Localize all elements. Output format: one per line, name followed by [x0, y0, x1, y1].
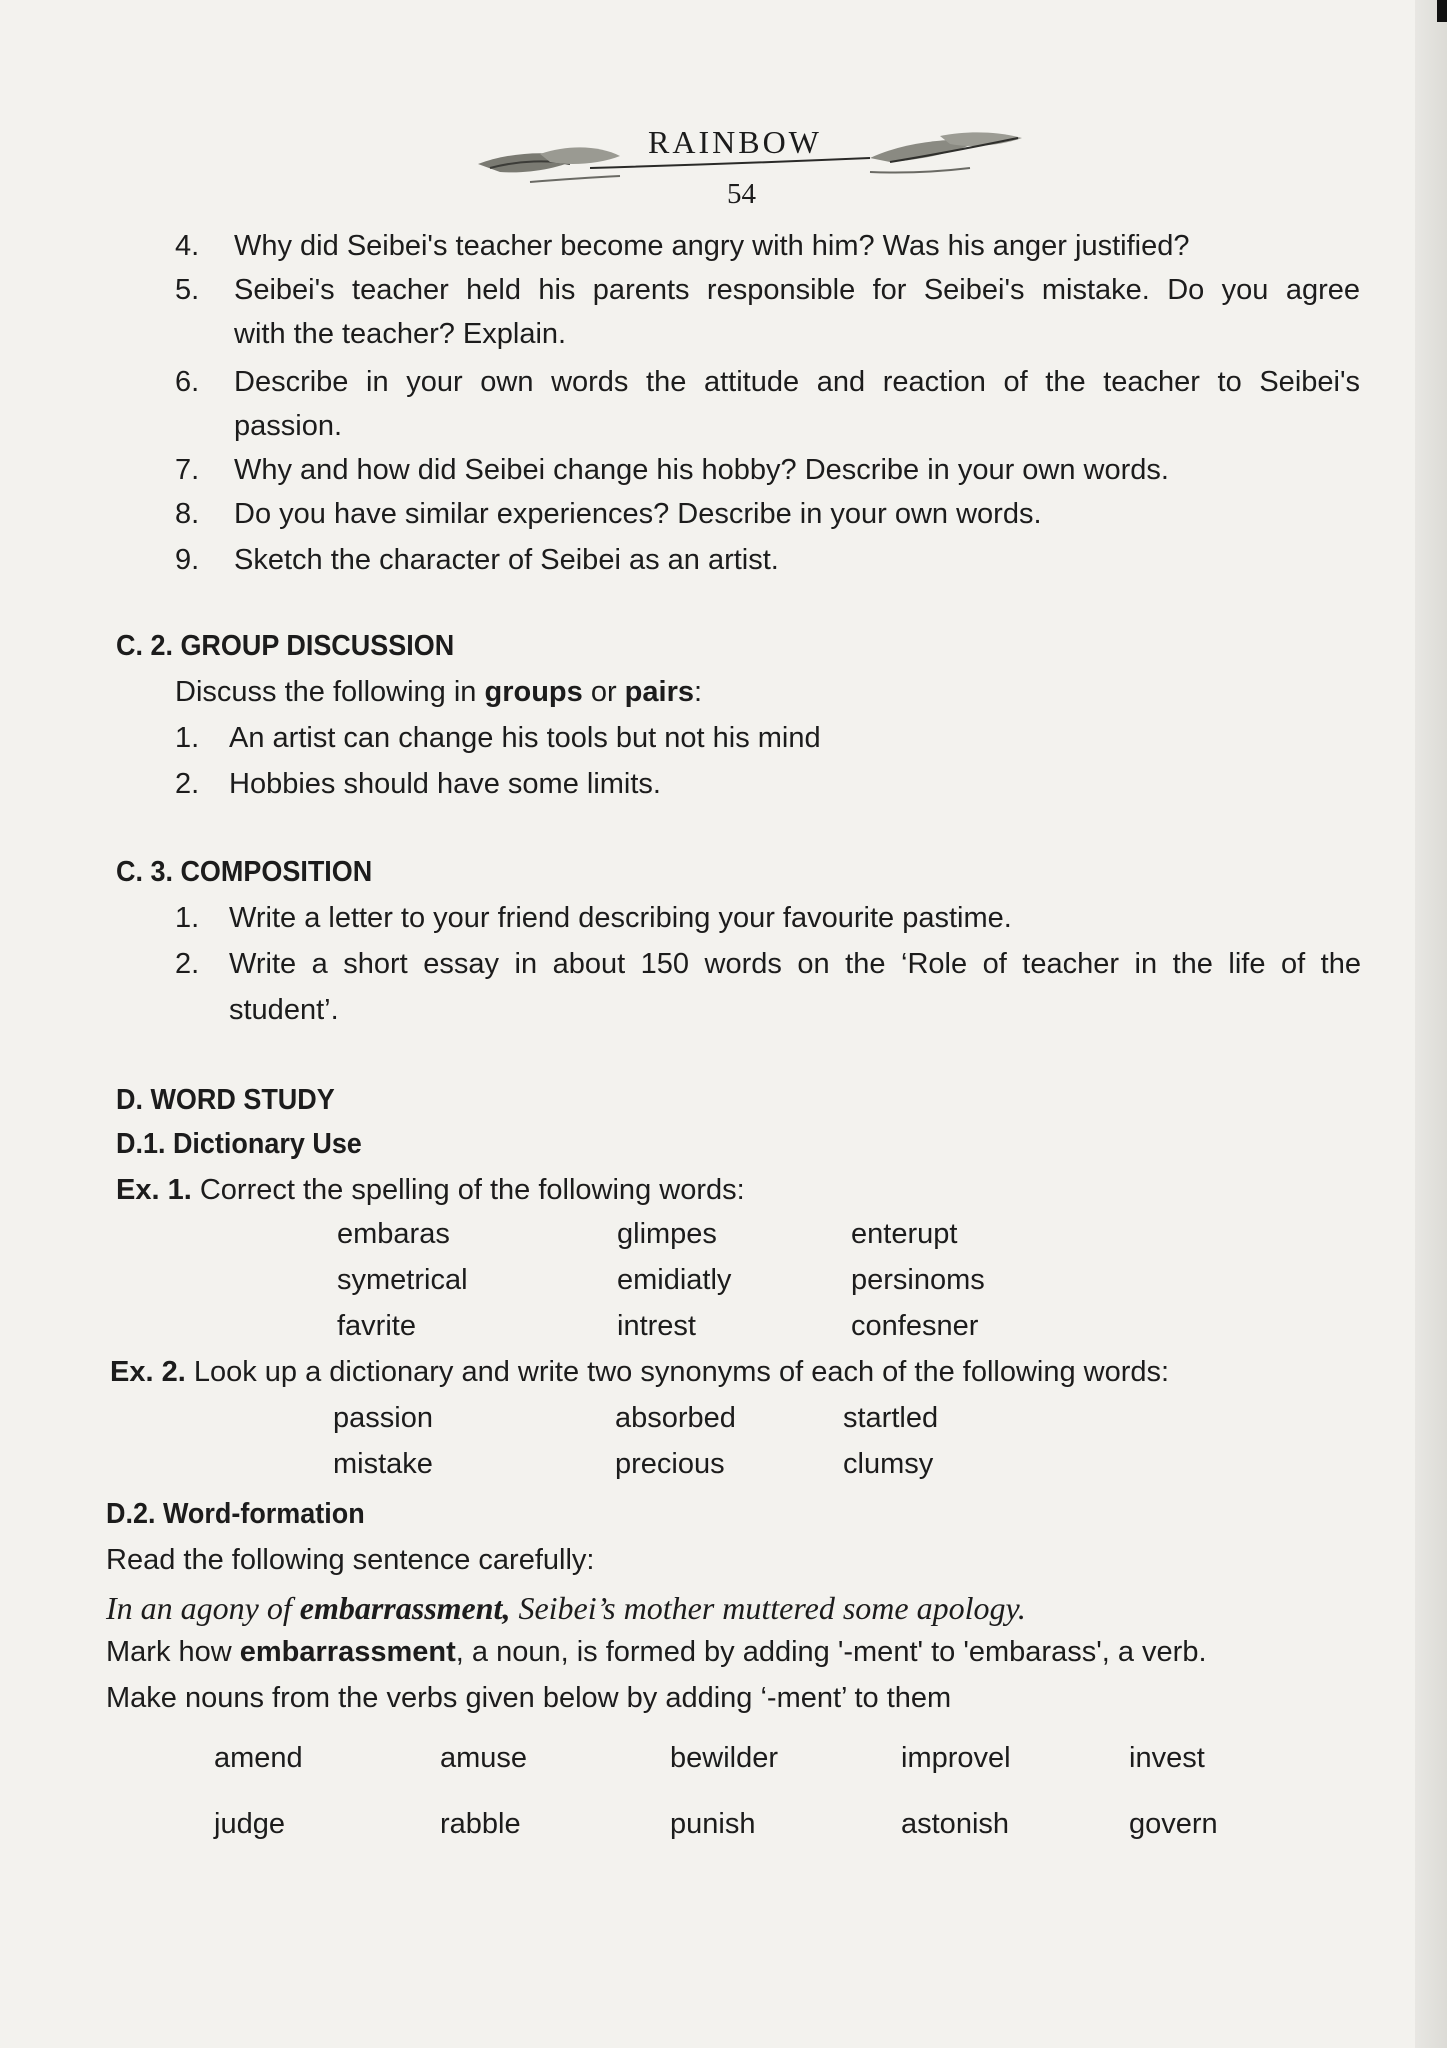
discussion-number: 2. — [175, 768, 200, 800]
page-header — [0, 124, 1447, 214]
verb-word: govern — [1129, 1808, 1218, 1840]
misspelled-word: intrest — [617, 1310, 696, 1342]
composition-task: Write a short essay in about 150 words on the ‘Role of teacher in the life of the — [229, 948, 1361, 980]
subheading-dictionary-use: D.1. Dictionary Use — [116, 1128, 362, 1160]
mark-explanation: Mark how embarrassment, a noun, is formed by adding '-ment' to 'embarass', a verb. — [106, 1636, 1207, 1668]
question-text: with the teacher? Explain. — [234, 318, 567, 350]
synonym-word: passion — [333, 1402, 433, 1434]
question-number: 8. — [175, 498, 200, 530]
synonym-word: absorbed — [615, 1402, 736, 1434]
misspelled-word: persinoms — [851, 1264, 985, 1296]
make-nouns-instruction: Make nouns from the verbs given below by adding ‘-ment’ to them — [106, 1682, 952, 1714]
question-number: 5. — [175, 274, 200, 306]
synonym-word: precious — [615, 1448, 725, 1480]
corner-mark — [1437, 0, 1447, 22]
verb-word: amend — [214, 1742, 303, 1774]
question-text: Why did Seibei's teacher become angry with him? Was his anger justified? — [234, 230, 1190, 262]
question-number: 9. — [175, 544, 200, 576]
page-edge-shadow — [1415, 0, 1447, 2048]
exercise-2-instruction: Ex. 2. Look up a dictionary and write two synonyms of each of the following words: — [110, 1356, 1170, 1388]
question-text: Describe in your own words the attitude and reaction of the teacher to Seibei's — [234, 366, 1360, 398]
verb-word: bewilder — [670, 1742, 778, 1774]
misspelled-word: confesner — [851, 1310, 979, 1342]
verb-word: invest — [1129, 1742, 1205, 1774]
read-instruction: Read the following sentence carefully: — [106, 1544, 595, 1576]
misspelled-word: embaras — [337, 1218, 450, 1250]
misspelled-word: enterupt — [851, 1218, 958, 1250]
question-number: 4. — [175, 230, 200, 262]
verb-word: improvel — [901, 1742, 1011, 1774]
misspelled-word: symetrical — [337, 1264, 468, 1296]
verb-word: amuse — [440, 1742, 528, 1774]
verb-word: astonish — [901, 1808, 1010, 1840]
exercise-1-instruction: Ex. 1. Correct the spelling of the following words: — [116, 1174, 745, 1206]
verb-word: judge — [214, 1808, 285, 1840]
synonym-word: mistake — [333, 1448, 433, 1480]
section-heading-group-discussion: C. 2. GROUP DISCUSSION — [116, 630, 455, 662]
discussion-intro: Discuss the following in groups or pairs: — [175, 676, 703, 708]
synonym-word: startled — [843, 1402, 939, 1434]
question-text: passion. — [234, 410, 343, 442]
composition-number: 1. — [175, 902, 200, 934]
page-number: 54 — [727, 178, 756, 210]
verb-word: punish — [670, 1808, 756, 1840]
discussion-topic: An artist can change his tools but not his mind — [229, 722, 821, 754]
book-title: RAINBOW — [648, 124, 822, 160]
discussion-topic: Hobbies should have some limits. — [229, 768, 661, 800]
question-number: 7. — [175, 454, 200, 486]
section-heading-composition: C. 3. COMPOSITION — [116, 856, 373, 888]
section-heading-word-study: D. WORD STUDY — [116, 1084, 335, 1116]
misspelled-word: glimpes — [617, 1218, 717, 1250]
question-text: Why and how did Seibei change his hobby? Describe in your own words. — [234, 454, 1169, 486]
synonym-word: clumsy — [843, 1448, 934, 1480]
discussion-number: 1. — [175, 722, 200, 754]
question-text: Do you have similar experiences? Describe in your own words. — [234, 498, 1042, 530]
composition-task: student’. — [229, 994, 339, 1026]
composition-number: 2. — [175, 948, 200, 980]
example-sentence: In an agony of embarrassment, Seibei’s mother muttered some apology. — [106, 1590, 1026, 1626]
question-text: Seibei's teacher held his parents responsible for Seibei's mistake. Do you agree — [234, 274, 1360, 306]
verb-word: rabble — [440, 1808, 521, 1840]
question-number: 6. — [175, 366, 200, 398]
subheading-word-formation: D.2. Word-formation — [106, 1498, 365, 1530]
composition-task: Write a letter to your friend describing your favourite pastime. — [229, 902, 1012, 934]
misspelled-word: emidiatly — [617, 1264, 732, 1296]
question-text: Sketch the character of Seibei as an artist. — [234, 544, 779, 576]
misspelled-word: favrite — [337, 1310, 416, 1342]
